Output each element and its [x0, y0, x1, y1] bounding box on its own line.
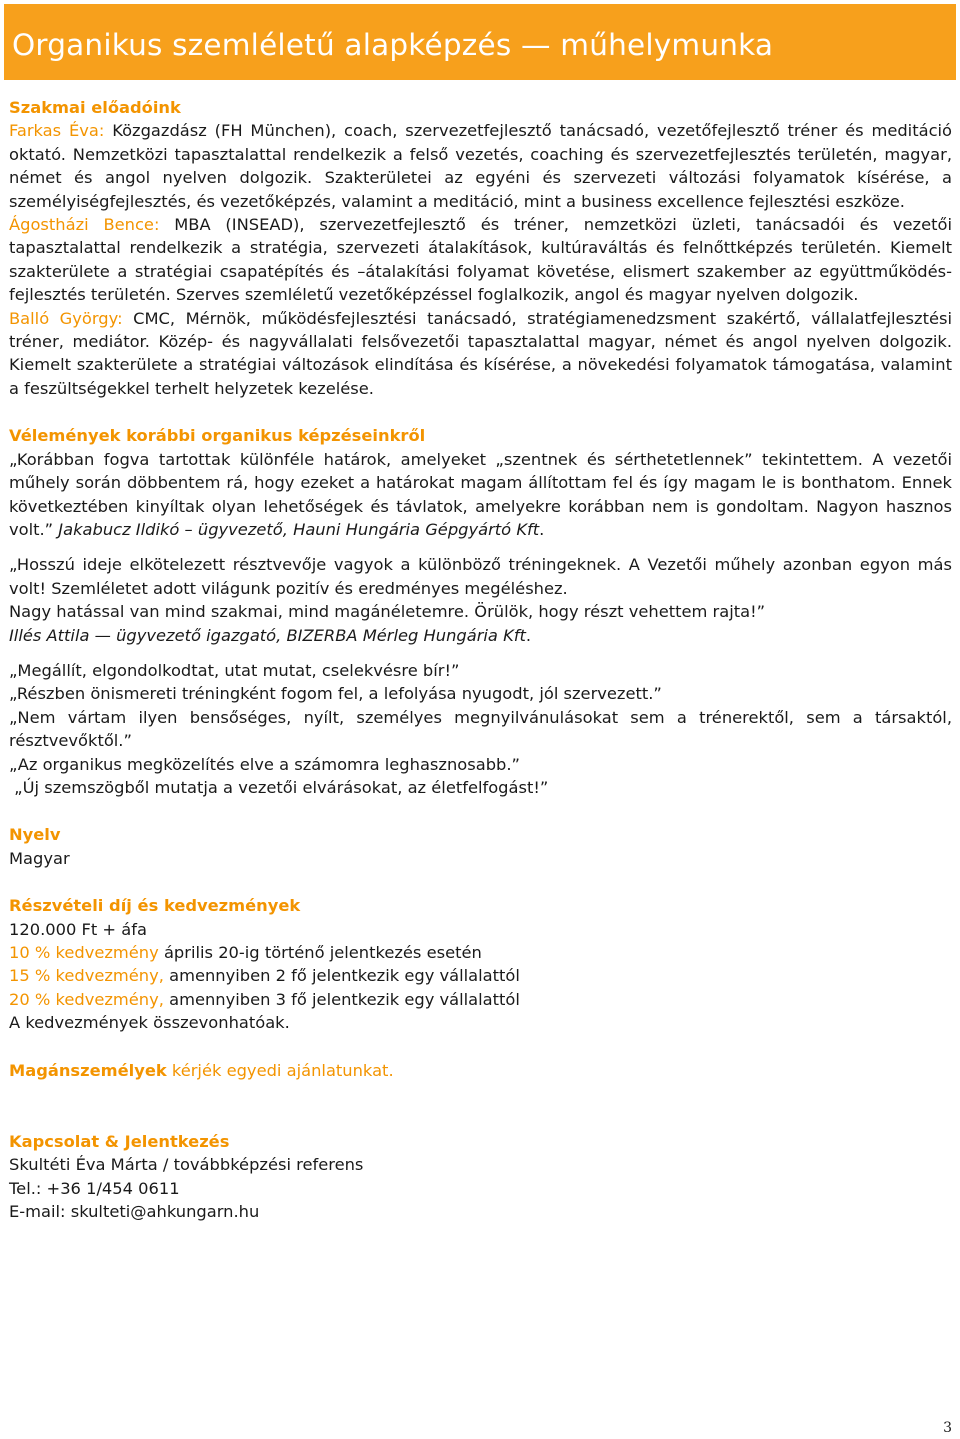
- short-quote: „Megállít, elgondolkodtat, utat mutat, cselekvésre bír!”: [9, 660, 460, 680]
- private-label: Magánszemélyek: [9, 1060, 167, 1080]
- testimonial-author-line: [9, 624, 952, 647]
- fees-heading: Részvételi díj és kedvezmények: [9, 896, 301, 916]
- page-title: Organikus szemléletű alapképzés — műhelymunka: [12, 28, 774, 62]
- contact-heading: Kapcsolat & Jelentkezés: [9, 1132, 230, 1152]
- page-number: 3: [943, 1420, 952, 1436]
- testimonial-text: „Hosszú ideje elkötelezett résztvevője vagyok a különböző tréningeknek. A Vezetői műhely azonban egyon más volt! Szemléletet adott világunk pozitív és eredményes megéléshez.: [9, 555, 952, 598]
- discount-text: amennyiben 2 fő jelentkezik egy vállalattól: [163, 966, 520, 986]
- testimonial-author: Illés Attila — ügyvezető igazgató, BIZERBA Mérleg Hungária Kft: [9, 625, 526, 645]
- contact-phone[interactable]: Tel.: +36 1/454 0611: [9, 1178, 180, 1198]
- speaker-paragraph: [9, 307, 952, 401]
- speaker-paragraph: [9, 213, 952, 307]
- speaker-paragraph: [9, 119, 952, 213]
- short-quote: „Nem vártam ilyen bensőséges, nyílt, személyes megnyilvánulásokat sem a trénerektől, sem a társaktól, résztvevőktől.”: [9, 707, 952, 751]
- discount-text: amennyiben 3 fő jelentkezik egy vállalattól: [163, 989, 520, 1009]
- document-body: [9, 96, 952, 1224]
- private-offer: [9, 1059, 952, 1082]
- testimonial-end: .: [525, 625, 532, 645]
- testimonial-text: „Korábban fogva tartottak különféle határok, amelyeket „szentnek és sérthetetlennek” tekintettem. A vezetői műhely során döbbentem rá, hogy ezeket a határokat magam állítottam fel és így magam le is bonthatom. Ennek következtében kinyíltak olyan lehetőségek és távlatok, amelyekre korábban nem is gondoltam. Nagyon hasznos volt.”: [9, 449, 952, 539]
- speaker-name: Balló György:: [9, 308, 123, 328]
- contact-email[interactable]: E-mail: skulteti@ahkungarn.hu: [9, 1202, 260, 1222]
- private-text: kérjék egyedi ajánlatunkat.: [166, 1060, 394, 1080]
- language-heading: Nyelv: [9, 825, 61, 845]
- language-value: Magyar: [9, 848, 70, 868]
- speaker-bio: CMC, Mérnök, működésfejlesztési tanácsadó, stratégiamenedzsment szakértő, vállalatfejlesztési tréner, mediátor. Közép- és nagyvállalati felsővezetői tapasztalattal magyar, német és angol nyelven dolgozik. Kiemelt szakterülete a stratégiai változások elindítása és kísérése, a növekedési folyamatok támogatása, valamint a feszültségekkel terhelt helyzetek kezelése.: [9, 308, 952, 398]
- opinions-heading: Vélemények korábbi organikus képzéseinkről: [9, 426, 426, 446]
- testimonial-end: .: [539, 519, 545, 539]
- discount-line: [9, 988, 952, 1011]
- title-banner: [4, 4, 956, 80]
- discount-line: [9, 941, 952, 964]
- testimonial-author: Jakabucz Ildikó – ügyvezető, Hauni Hungária Gépgyártó Kft: [58, 519, 540, 539]
- testimonial: [9, 448, 952, 542]
- short-quote: „Új szemszögből mutatja a vezetői elvárásokat, az életfelfogást!”: [9, 777, 549, 797]
- speakers-heading: Szakmai előadóink: [9, 98, 181, 117]
- speaker-bio: MBA (INSEAD), szervezetfejlesztő és tréner, nemzetközi üzleti, tanácsadói és vezetői tapasztalattal rendelkezik a stratégia, szervezeti átalakítások, kultúraváltás és felnőttképzés területén. Kiemelt szakterülete a stratégiai csapatépítés és –átalakítási folyamat követése, elismert szakember az együttműködés-fejlesztés területén. Szerves szemléletű vezetőképzéssel foglalkozik, angol és magyar nyelven dolgozik.: [9, 215, 952, 305]
- discount-label: 15 % kedvezmény,: [9, 966, 164, 986]
- discount-text: április 20-ig történő jelentkezés esetén: [158, 943, 482, 962]
- short-quote: „Az organikus megközelítés elve a számomra leghasznosabb.”: [9, 754, 520, 774]
- testimonial-text: Nagy hatással van mind szakmai, mind magánéletemre. Örülök, hogy részt vehettem rajta!”: [9, 602, 766, 622]
- discount-line: [9, 964, 952, 987]
- contact-person: Skultéti Éva Márta / továbbképzési referens: [9, 1155, 364, 1175]
- short-quote: „Részben önismereti tréningként fogom fel, a lefolyása nyugodt, jól szervezett.”: [9, 684, 662, 704]
- discount-note: A kedvezmények összevonhatóak.: [9, 1013, 290, 1033]
- speaker-bio: Közgazdász (FH München), coach, szervezetfejlesztő tanácsadó, vezetőfejlesztő tréner és meditáció oktató. Nemzetközi tapasztalattal rendelkezik a felső vezetés, coaching és szervezetfejlesztés területén, magyar, német és angol nyelven dolgozik. Szakterületei az egyéni és szervezeti változási folyamatok kísérése, a személyiségfejlesztés, és vezetőképzés, valamint a meditáció, mint a business excellence fejlesztési eszköze.: [9, 121, 953, 211]
- discount-label: 10 % kedvezmény: [9, 943, 159, 962]
- speaker-name: Farkas Éva:: [9, 121, 105, 141]
- price: 120.000 Ft + áfa: [9, 919, 147, 939]
- speaker-name: Ágostházi Bence:: [9, 215, 160, 235]
- discount-label: 20 % kedvezmény,: [9, 989, 164, 1009]
